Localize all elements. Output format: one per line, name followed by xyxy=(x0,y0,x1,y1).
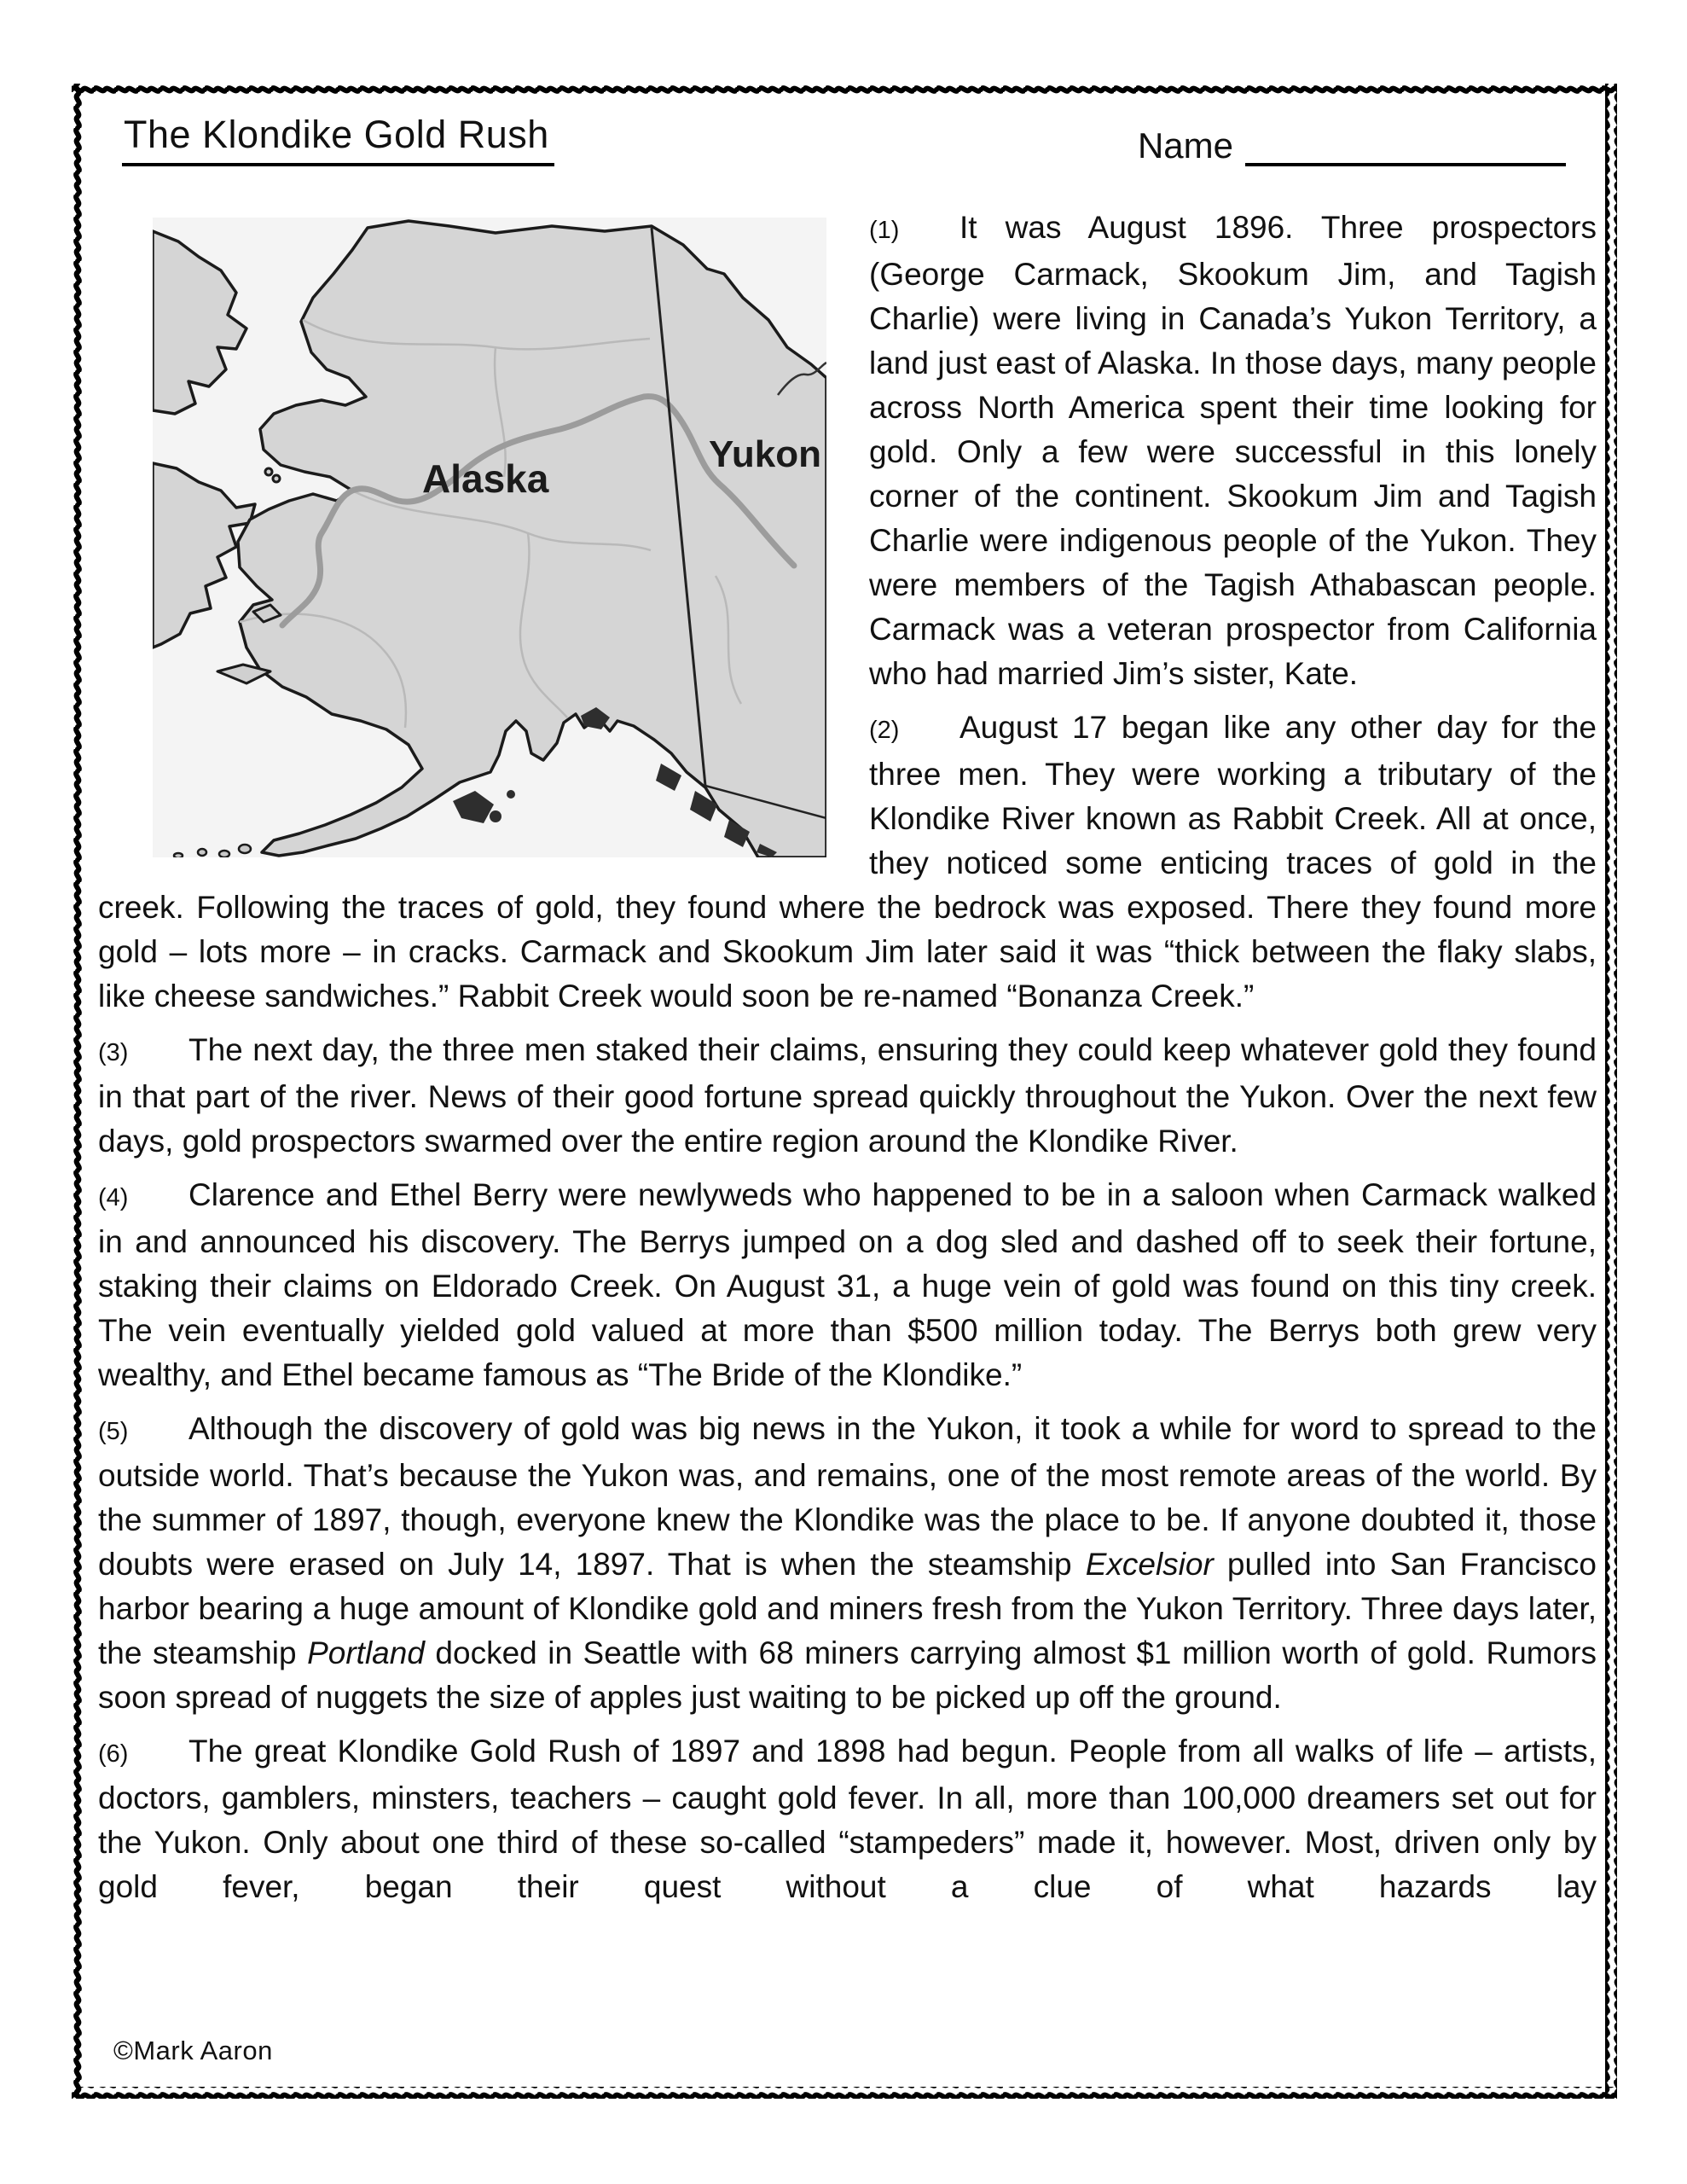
paragraph-6 xyxy=(98,1729,1597,1909)
text-segment: The next day, the three men staked their claims, ensuring they could keep whatever gold they found in that part of the river. News of their good fortune spread quickly throughout the Yukon. Over the next few days, gold prospectors swarmed over the entire region around the Klondike River. xyxy=(98,1032,1597,1159)
text-segment: Clarence and Ethel Berry were newlyweds who happened to be in a saloon when Carmack walked in and announced his discovery. The Berrys jumped on a dog sled and dashed off to seek their fortune, staking their claims on Eldorado Creek. On August 31, a huge vein of gold was found on this tiny creek. The vein eventually yielded gold valued at more than $500 million today. The Berrys both grew very wealthy, and Ethel became famous as “The Bride of the Klondike.” xyxy=(98,1177,1597,1392)
text-segment: It was August 1896. Three prospectors (George Carmack, Skookum Jim, and Tagish Charlie) were living in Canada’s Yukon Territory, a land just east of Alaska. In those days, many people across North America spent their time looking for gold. Only a few were successful in this lonely corner of the continent. Skookum Jim and Tagish Charlie were indigenous people of the Yukon. They were members of the Tagish Athabascan people. Carmack was a veteran prospector from California who had married Jim’s sister, Kate. xyxy=(869,210,1597,691)
italic-text-segment: Portland xyxy=(307,1635,425,1670)
paragraph-number: (6) xyxy=(98,1740,129,1768)
text-segment: The great Klondike Gold Rush of 1897 and 1898 had begun. People from all walks of life – artists, doctors, gamblers, minsters, teachers – caught gold fever. In all, more than 100,000 dreamers set out for the Yukon. Only about one third of these so-called “stampeders” made it, however. Most, driven only by gold fever, began their quest without a clue of what hazards lay xyxy=(98,1734,1597,1904)
text-segment: August 17 began like any other day for the three men. They were working a tributary of the Klondike River known as Rabbit Creek. All at once, they noticed some enticing traces of gold in the creek. Following the traces of gold, they found where the bedrock was exposed. There they found more gold – lots more – in cracks. Carmack and Skookum Jim later said it was “thick between the flaky slabs, like cheese sandwiches.” Rabbit Creek would soon be re-named “Bonanza Creek.” xyxy=(98,710,1597,1014)
name-blank-line xyxy=(1245,124,1566,166)
text-segment: docked in Seattle with 68 miners carrying almost $1 million worth of gold. Rumors soon spread of nuggets the size of apples just waiting to be picked up off the ground. xyxy=(98,1635,1597,1715)
italic-text-segment: Excelsior xyxy=(1085,1547,1214,1582)
name-field-group xyxy=(1138,124,1566,166)
map-svg xyxy=(153,218,826,857)
article xyxy=(98,206,1597,1909)
map-label-alaska: Alaska xyxy=(422,456,549,501)
map-label-yukon: Yukon xyxy=(709,433,822,475)
paragraph-4 xyxy=(98,1173,1597,1397)
paragraph-5 xyxy=(98,1407,1597,1720)
author-credit: ©Mark Aaron xyxy=(113,2036,273,2065)
name-label: Name xyxy=(1137,125,1233,166)
header xyxy=(98,113,1597,166)
text-segment: Although the discovery of gold was big news in the Yukon, it took a while for word to spread to the outside world. That’s because the Yukon was, and remains, one of the most remote areas of the world. By the summer of 1897, though, everyone knew the Klondike was the place to be. If anyone doubted it, those doubts were erased on July 14, 1897. That is when the steamship xyxy=(98,1411,1597,1582)
paragraph-3 xyxy=(98,1028,1597,1164)
paragraph-number: (3) xyxy=(98,1039,129,1066)
paragraph-number: (1) xyxy=(869,217,900,244)
paragraph-number: (2) xyxy=(869,717,900,744)
page-content xyxy=(98,113,1597,1919)
paragraph-number: (5) xyxy=(98,1418,129,1445)
alaska-yukon-map-image xyxy=(153,218,826,857)
page-title: The Klondike Gold Rush xyxy=(122,113,554,166)
paragraph-number: (4) xyxy=(98,1184,129,1211)
text-segment: pulled into San Francisco harbor bearing a huge amount of Klondike gold and miners fresh from the Yukon Territory. Three days later, the steamship xyxy=(98,1547,1597,1670)
